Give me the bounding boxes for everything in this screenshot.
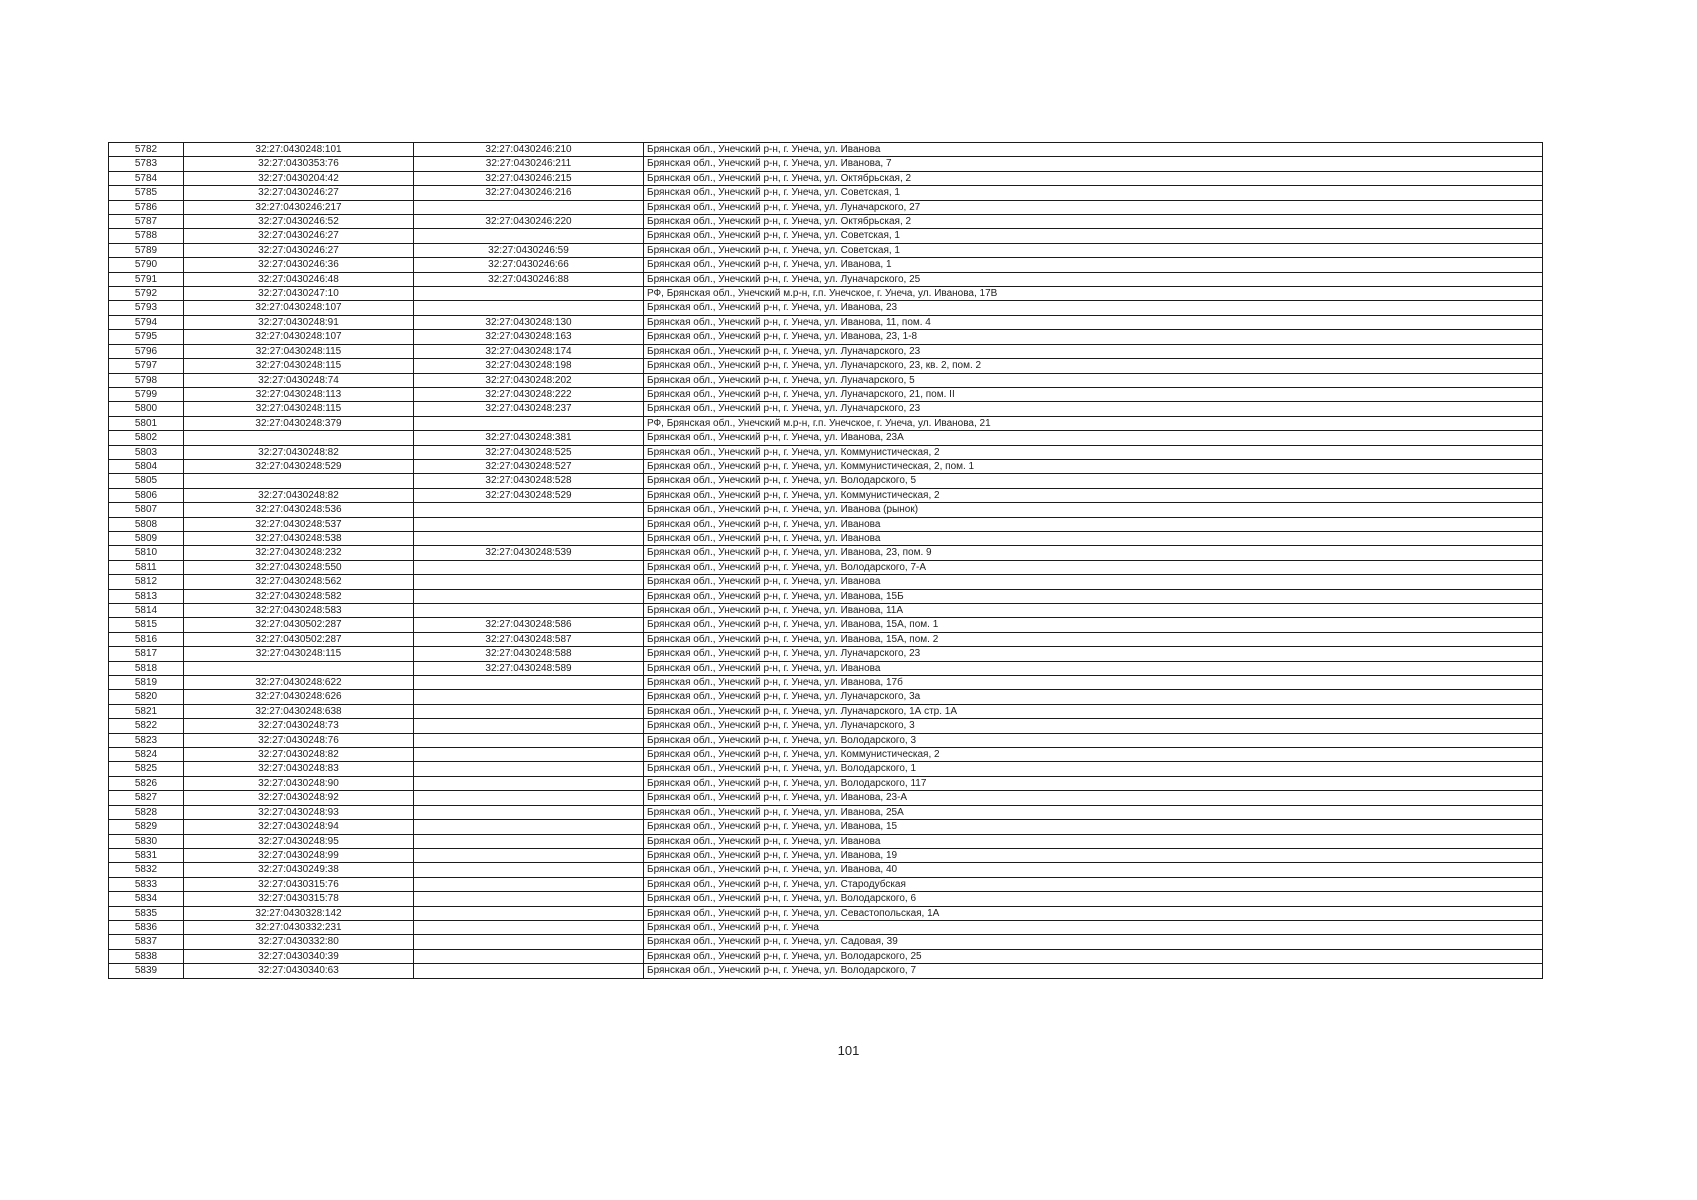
cadastral-number-cell: 32:27:0430315:78 <box>184 892 414 906</box>
row-number-cell: 5835 <box>109 906 184 920</box>
table-row <box>109 258 1543 272</box>
table-row <box>109 820 1543 834</box>
row-number-cell: 5836 <box>109 920 184 934</box>
row-number-cell: 5809 <box>109 531 184 545</box>
cadastral-number-cell: 32:27:0430248:99 <box>184 848 414 862</box>
row-number-cell: 5817 <box>109 647 184 661</box>
table-row <box>109 632 1543 646</box>
row-number-cell: 5793 <box>109 301 184 315</box>
row-number-cell: 5823 <box>109 733 184 747</box>
row-number-cell: 5803 <box>109 445 184 459</box>
row-number-cell: 5802 <box>109 431 184 445</box>
address-cell: Брянская обл., Унечский р-н, г. Унеча, ул. Иванова <box>644 834 1543 848</box>
related-cadastral-number-cell: 32:27:0430246:66 <box>414 258 644 272</box>
row-number-cell: 5804 <box>109 459 184 473</box>
address-cell: РФ, Брянская обл., Унечский м.р-н, г.п. Унечское, г. Унеча, ул. Иванова, 21 <box>644 416 1543 430</box>
table-row <box>109 402 1543 416</box>
address-cell: Брянская обл., Унечский р-н, г. Унеча, ул. Луначарского, 3а <box>644 690 1543 704</box>
table-row <box>109 546 1543 560</box>
cadastral-number-cell: 32:27:0430248:91 <box>184 315 414 329</box>
row-number-cell: 5813 <box>109 589 184 603</box>
related-cadastral-number-cell: 32:27:0430246:220 <box>414 215 644 229</box>
cadastral-number-cell: 32:27:0430248:83 <box>184 762 414 776</box>
address-cell: Брянская обл., Унечский р-н, г. Унеча, ул. Иванова, 23-А <box>644 791 1543 805</box>
row-number-cell: 5824 <box>109 748 184 762</box>
related-cadastral-number-cell: 32:27:0430248:130 <box>414 315 644 329</box>
cadastral-number-cell: 32:27:0430248:626 <box>184 690 414 704</box>
row-number-cell: 5784 <box>109 171 184 185</box>
related-cadastral-number-cell <box>414 877 644 891</box>
related-cadastral-number-cell: 32:27:0430248:202 <box>414 373 644 387</box>
row-number-cell: 5815 <box>109 618 184 632</box>
cadastral-number-cell: 32:27:0430248:550 <box>184 560 414 574</box>
row-number-cell: 5821 <box>109 704 184 718</box>
table-row <box>109 560 1543 574</box>
address-cell: Брянская обл., Унечский р-н, г. Унеча, ул. Октябрьская, 2 <box>644 215 1543 229</box>
address-cell: Брянская обл., Унечский р-н, г. Унеча, ул. Советская, 1 <box>644 186 1543 200</box>
address-cell: Брянская обл., Унечский р-н, г. Унеча, ул. Иванова (рынок) <box>644 503 1543 517</box>
table-row <box>109 719 1543 733</box>
cadastral-number-cell: 32:27:0430340:39 <box>184 949 414 963</box>
address-cell: Брянская обл., Унечский р-н, г. Унеча, ул. Иванова, 19 <box>644 848 1543 862</box>
address-cell: Брянская обл., Унечский р-н, г. Унеча, ул. Иванова, 23, пом. 9 <box>644 546 1543 560</box>
row-number-cell: 5791 <box>109 272 184 286</box>
table-row <box>109 964 1543 978</box>
address-cell: Брянская обл., Унечский р-н, г. Унеча, ул. Володарского, 117 <box>644 776 1543 790</box>
row-number-cell: 5832 <box>109 863 184 877</box>
table-row <box>109 272 1543 286</box>
row-number-cell: 5838 <box>109 949 184 963</box>
cadastral-number-cell: 32:27:0430248:638 <box>184 704 414 718</box>
cadastral-number-cell: 32:27:0430247:10 <box>184 287 414 301</box>
table-row <box>109 704 1543 718</box>
cadastral-number-cell: 32:27:0430315:76 <box>184 877 414 891</box>
address-cell: Брянская обл., Унечский р-н, г. Унеча, ул. Коммунистическая, 2 <box>644 488 1543 502</box>
address-cell: Брянская обл., Унечский р-н, г. Унеча, ул. Луначарского, 3 <box>644 719 1543 733</box>
related-cadastral-number-cell: 32:27:0430248:222 <box>414 387 644 401</box>
related-cadastral-number-cell <box>414 964 644 978</box>
related-cadastral-number-cell <box>414 748 644 762</box>
address-cell: Брянская обл., Унечский р-н, г. Унеча, ул. Иванова <box>644 517 1543 531</box>
address-cell: Брянская обл., Унечский р-н, г. Унеча, ул. Октябрьская, 2 <box>644 171 1543 185</box>
address-cell: Брянская обл., Унечский р-н, г. Унеча, ул. Луначарского, 23 <box>644 402 1543 416</box>
related-cadastral-number-cell <box>414 200 644 214</box>
row-number-cell: 5837 <box>109 935 184 949</box>
table-row <box>109 474 1543 488</box>
cadastral-number-cell: 32:27:0430249:38 <box>184 863 414 877</box>
address-cell: Брянская обл., Унечский р-н, г. Унеча <box>644 920 1543 934</box>
related-cadastral-number-cell <box>414 676 644 690</box>
address-cell: Брянская обл., Унечский р-н, г. Унеча, ул. Стародубская <box>644 877 1543 891</box>
cadastral-number-cell: 32:27:0430248:107 <box>184 330 414 344</box>
row-number-cell: 5834 <box>109 892 184 906</box>
row-number-cell: 5818 <box>109 661 184 675</box>
related-cadastral-number-cell: 32:27:0430246:216 <box>414 186 644 200</box>
cadastral-number-cell: 32:27:0430248:82 <box>184 748 414 762</box>
table-row <box>109 834 1543 848</box>
address-cell: Брянская обл., Унечский р-н, г. Унеча, ул. Луначарского, 1А стр. 1А <box>644 704 1543 718</box>
address-cell: Брянская обл., Унечский р-н, г. Унеча, ул. Садовая, 39 <box>644 935 1543 949</box>
table-row <box>109 287 1543 301</box>
row-number-cell: 5825 <box>109 762 184 776</box>
table-row <box>109 243 1543 257</box>
related-cadastral-number-cell <box>414 503 644 517</box>
related-cadastral-number-cell <box>414 863 644 877</box>
cadastral-number-cell: 32:27:0430248:536 <box>184 503 414 517</box>
row-number-cell: 5826 <box>109 776 184 790</box>
related-cadastral-number-cell <box>414 229 644 243</box>
related-cadastral-number-cell: 32:27:0430248:527 <box>414 459 644 473</box>
table-row <box>109 157 1543 171</box>
row-number-cell: 5807 <box>109 503 184 517</box>
cadastral-number-cell: 32:27:0430246:52 <box>184 215 414 229</box>
cadastral-number-cell: 32:27:0430332:231 <box>184 920 414 934</box>
table-row <box>109 301 1543 315</box>
address-cell: РФ, Брянская обл., Унечский м.р-н, г.п. Унечское, г. Унеча, ул. Иванова, 17В <box>644 287 1543 301</box>
related-cadastral-number-cell <box>414 920 644 934</box>
row-number-cell: 5790 <box>109 258 184 272</box>
related-cadastral-number-cell: 32:27:0430248:586 <box>414 618 644 632</box>
related-cadastral-number-cell <box>414 589 644 603</box>
address-cell: Брянская обл., Унечский р-н, г. Унеча, ул. Иванова <box>644 143 1543 157</box>
cadastral-number-cell: 32:27:0430246:27 <box>184 243 414 257</box>
related-cadastral-number-cell <box>414 892 644 906</box>
row-number-cell: 5822 <box>109 719 184 733</box>
cadastral-number-cell: 32:27:0430246:36 <box>184 258 414 272</box>
table-row <box>109 920 1543 934</box>
address-cell: Брянская обл., Унечский р-н, г. Унеча, ул. Володарского, 5 <box>644 474 1543 488</box>
address-cell: Брянская обл., Унечский р-н, г. Унеча, ул. Иванова, 11, пом. 4 <box>644 315 1543 329</box>
related-cadastral-number-cell: 32:27:0430248:588 <box>414 647 644 661</box>
address-cell: Брянская обл., Унечский р-н, г. Унеча, ул. Иванова, 15Б <box>644 589 1543 603</box>
related-cadastral-number-cell: 32:27:0430248:589 <box>414 661 644 675</box>
table-row <box>109 690 1543 704</box>
related-cadastral-number-cell: 32:27:0430248:525 <box>414 445 644 459</box>
address-cell: Брянская обл., Унечский р-н, г. Унеча, ул. Иванова, 23 <box>644 301 1543 315</box>
address-cell: Брянская обл., Унечский р-н, г. Унеча, ул. Иванова, 25А <box>644 805 1543 819</box>
table-row <box>109 488 1543 502</box>
address-cell: Брянская обл., Унечский р-н, г. Унеча, ул. Луначарского, 23 <box>644 647 1543 661</box>
cadastral-number-cell: 32:27:0430248:92 <box>184 791 414 805</box>
table-row <box>109 892 1543 906</box>
row-number-cell: 5787 <box>109 215 184 229</box>
cadastral-number-cell: 32:27:0430246:48 <box>184 272 414 286</box>
address-cell: Брянская обл., Унечский р-н, г. Унеча, ул. Коммунистическая, 2 <box>644 445 1543 459</box>
address-cell: Брянская обл., Унечский р-н, г. Унеча, ул. Володарского, 3 <box>644 733 1543 747</box>
table-row <box>109 431 1543 445</box>
cadastral-number-cell: 32:27:0430246:27 <box>184 186 414 200</box>
address-cell: Брянская обл., Унечский р-н, г. Унеча, ул. Коммунистическая, 2, пом. 1 <box>644 459 1543 473</box>
address-cell: Брянская обл., Унечский р-н, г. Унеча, ул. Иванова, 15 <box>644 820 1543 834</box>
table-row <box>109 459 1543 473</box>
table-row <box>109 661 1543 675</box>
row-number-cell: 5827 <box>109 791 184 805</box>
related-cadastral-number-cell <box>414 906 644 920</box>
cadastral-number-cell: 32:27:0430248:94 <box>184 820 414 834</box>
related-cadastral-number-cell <box>414 791 644 805</box>
row-number-cell: 5785 <box>109 186 184 200</box>
related-cadastral-number-cell <box>414 848 644 862</box>
related-cadastral-number-cell <box>414 733 644 747</box>
address-cell: Брянская обл., Унечский р-н, г. Унеча, ул. Луначарского, 5 <box>644 373 1543 387</box>
registry-table <box>108 142 1543 979</box>
row-number-cell: 5801 <box>109 416 184 430</box>
related-cadastral-number-cell <box>414 935 644 949</box>
row-number-cell: 5831 <box>109 848 184 862</box>
table-row <box>109 359 1543 373</box>
table-row <box>109 416 1543 430</box>
cadastral-number-cell: 32:27:0430204:42 <box>184 171 414 185</box>
row-number-cell: 5811 <box>109 560 184 574</box>
related-cadastral-number-cell <box>414 575 644 589</box>
cadastral-number-cell: 32:27:0430328:142 <box>184 906 414 920</box>
row-number-cell: 5794 <box>109 315 184 329</box>
row-number-cell: 5789 <box>109 243 184 257</box>
cadastral-number-cell: 32:27:0430248:379 <box>184 416 414 430</box>
related-cadastral-number-cell <box>414 820 644 834</box>
row-number-cell: 5814 <box>109 604 184 618</box>
cadastral-number-cell: 32:27:0430248:115 <box>184 402 414 416</box>
cadastral-number-cell: 32:27:0430248:95 <box>184 834 414 848</box>
related-cadastral-number-cell: 32:27:0430246:88 <box>414 272 644 286</box>
related-cadastral-number-cell <box>414 834 644 848</box>
related-cadastral-number-cell <box>414 805 644 819</box>
related-cadastral-number-cell: 32:27:0430246:215 <box>414 171 644 185</box>
table-row <box>109 906 1543 920</box>
table-row <box>109 503 1543 517</box>
table-row <box>109 200 1543 214</box>
table-row <box>109 373 1543 387</box>
address-cell: Брянская обл., Унечский р-н, г. Унеча, ул. Володарского, 6 <box>644 892 1543 906</box>
address-cell: Брянская обл., Унечский р-н, г. Унеча, ул. Иванова <box>644 575 1543 589</box>
related-cadastral-number-cell <box>414 301 644 315</box>
registry-table-body <box>109 143 1543 979</box>
table-row <box>109 877 1543 891</box>
address-cell: Брянская обл., Унечский р-н, г. Унеча, ул. Володарского, 7 <box>644 964 1543 978</box>
table-row <box>109 143 1543 157</box>
cadastral-number-cell <box>184 431 414 445</box>
address-cell: Брянская обл., Унечский р-н, г. Унеча, ул. Володарского, 25 <box>644 949 1543 963</box>
cadastral-number-cell: 32:27:0430246:27 <box>184 229 414 243</box>
table-row <box>109 748 1543 762</box>
cadastral-number-cell: 32:27:0430502:287 <box>184 618 414 632</box>
row-number-cell: 5805 <box>109 474 184 488</box>
row-number-cell: 5820 <box>109 690 184 704</box>
cadastral-number-cell: 32:27:0430248:73 <box>184 719 414 733</box>
address-cell: Брянская обл., Унечский р-н, г. Унеча, ул. Володарского, 7-А <box>644 560 1543 574</box>
cadastral-number-cell: 32:27:0430248:529 <box>184 459 414 473</box>
row-number-cell: 5796 <box>109 344 184 358</box>
row-number-cell: 5782 <box>109 143 184 157</box>
address-cell: Брянская обл., Унечский р-н, г. Унеча, ул. Иванова, 11А <box>644 604 1543 618</box>
related-cadastral-number-cell: 32:27:0430248:587 <box>414 632 644 646</box>
cadastral-number-cell: 32:27:0430340:63 <box>184 964 414 978</box>
related-cadastral-number-cell: 32:27:0430248:198 <box>414 359 644 373</box>
table-row <box>109 733 1543 747</box>
address-cell: Брянская обл., Унечский р-н, г. Унеча, ул. Иванова, 15А, пом. 1 <box>644 618 1543 632</box>
table-row <box>109 618 1543 632</box>
address-cell: Брянская обл., Унечский р-н, г. Унеча, ул. Иванова, 7 <box>644 157 1543 171</box>
row-number-cell: 5799 <box>109 387 184 401</box>
table-row <box>109 215 1543 229</box>
row-number-cell: 5792 <box>109 287 184 301</box>
row-number-cell: 5828 <box>109 805 184 819</box>
row-number-cell: 5839 <box>109 964 184 978</box>
address-cell: Брянская обл., Унечский р-н, г. Унеча, ул. Луначарского, 27 <box>644 200 1543 214</box>
related-cadastral-number-cell: 32:27:0430248:174 <box>414 344 644 358</box>
cadastral-number-cell: 32:27:0430248:115 <box>184 344 414 358</box>
related-cadastral-number-cell: 32:27:0430248:381 <box>414 431 644 445</box>
page-number: 101 <box>837 1043 860 1058</box>
cadastral-number-cell: 32:27:0430248:537 <box>184 517 414 531</box>
table-row <box>109 575 1543 589</box>
table-row <box>109 647 1543 661</box>
address-cell: Брянская обл., Унечский р-н, г. Унеча, ул. Иванова, 40 <box>644 863 1543 877</box>
address-cell: Брянская обл., Унечский р-н, г. Унеча, ул. Коммунистическая, 2 <box>644 748 1543 762</box>
address-cell: Брянская обл., Унечский р-н, г. Унеча, ул. Иванова <box>644 661 1543 675</box>
table-row <box>109 791 1543 805</box>
cadastral-number-cell: 32:27:0430248:101 <box>184 143 414 157</box>
table-row <box>109 330 1543 344</box>
table-row <box>109 762 1543 776</box>
address-cell: Брянская обл., Унечский р-н, г. Унеча, ул. Володарского, 1 <box>644 762 1543 776</box>
table-row <box>109 676 1543 690</box>
cadastral-number-cell: 32:27:0430248:538 <box>184 531 414 545</box>
row-number-cell: 5798 <box>109 373 184 387</box>
cadastral-number-cell: 32:27:0430502:287 <box>184 632 414 646</box>
table-row <box>109 344 1543 358</box>
related-cadastral-number-cell: 32:27:0430248:529 <box>414 488 644 502</box>
table-row <box>109 315 1543 329</box>
related-cadastral-number-cell <box>414 719 644 733</box>
cadastral-number-cell: 32:27:0430248:107 <box>184 301 414 315</box>
related-cadastral-number-cell <box>414 287 644 301</box>
related-cadastral-number-cell: 32:27:0430246:59 <box>414 243 644 257</box>
row-number-cell: 5800 <box>109 402 184 416</box>
address-cell: Брянская обл., Унечский р-н, г. Унеча, ул. Советская, 1 <box>644 243 1543 257</box>
cadastral-number-cell: 32:27:0430248:562 <box>184 575 414 589</box>
cadastral-number-cell <box>184 474 414 488</box>
table-row <box>109 517 1543 531</box>
row-number-cell: 5829 <box>109 820 184 834</box>
address-cell: Брянская обл., Унечский р-н, г. Унеча, ул. Советская, 1 <box>644 229 1543 243</box>
cadastral-number-cell: 32:27:0430248:93 <box>184 805 414 819</box>
table-row <box>109 445 1543 459</box>
cadastral-number-cell: 32:27:0430248:82 <box>184 488 414 502</box>
cadastral-number-cell: 32:27:0430246:217 <box>184 200 414 214</box>
table-row <box>109 805 1543 819</box>
address-cell: Брянская обл., Унечский р-н, г. Унеча, ул. Луначарского, 21, пом. II <box>644 387 1543 401</box>
table-row <box>109 387 1543 401</box>
related-cadastral-number-cell: 32:27:0430248:163 <box>414 330 644 344</box>
row-number-cell: 5816 <box>109 632 184 646</box>
address-cell: Брянская обл., Унечский р-н, г. Унеча, ул. Севастопольская, 1А <box>644 906 1543 920</box>
row-number-cell: 5806 <box>109 488 184 502</box>
address-cell: Брянская обл., Унечский р-н, г. Унеча, ул. Иванова, 15А, пом. 2 <box>644 632 1543 646</box>
cadastral-number-cell: 32:27:0430248:74 <box>184 373 414 387</box>
related-cadastral-number-cell <box>414 690 644 704</box>
row-number-cell: 5795 <box>109 330 184 344</box>
cadastral-number-cell: 32:27:0430248:113 <box>184 387 414 401</box>
related-cadastral-number-cell <box>414 531 644 545</box>
cadastral-number-cell: 32:27:0430248:582 <box>184 589 414 603</box>
address-cell: Брянская обл., Унечский р-н, г. Унеча, ул. Луначарского, 23, кв. 2, пом. 2 <box>644 359 1543 373</box>
table-row <box>109 863 1543 877</box>
related-cadastral-number-cell <box>414 517 644 531</box>
row-number-cell: 5812 <box>109 575 184 589</box>
cadastral-number-cell: 32:27:0430248:115 <box>184 647 414 661</box>
address-cell: Брянская обл., Унечский р-н, г. Унеча, ул. Иванова, 1 <box>644 258 1543 272</box>
table-row <box>109 935 1543 949</box>
related-cadastral-number-cell <box>414 704 644 718</box>
cadastral-number-cell: 32:27:0430248:82 <box>184 445 414 459</box>
row-number-cell: 5833 <box>109 877 184 891</box>
address-cell: Брянская обл., Унечский р-н, г. Унеча, ул. Луначарского, 25 <box>644 272 1543 286</box>
row-number-cell: 5810 <box>109 546 184 560</box>
table-row <box>109 848 1543 862</box>
table-row <box>109 531 1543 545</box>
related-cadastral-number-cell <box>414 949 644 963</box>
table-row <box>109 949 1543 963</box>
address-cell: Брянская обл., Унечский р-н, г. Унеча, ул. Иванова, 17б <box>644 676 1543 690</box>
address-cell: Брянская обл., Унечский р-н, г. Унеча, ул. Иванова <box>644 531 1543 545</box>
related-cadastral-number-cell <box>414 776 644 790</box>
related-cadastral-number-cell: 32:27:0430248:237 <box>414 402 644 416</box>
cadastral-number-cell: 32:27:0430248:622 <box>184 676 414 690</box>
related-cadastral-number-cell <box>414 416 644 430</box>
row-number-cell: 5797 <box>109 359 184 373</box>
table-row <box>109 776 1543 790</box>
related-cadastral-number-cell: 32:27:0430248:539 <box>414 546 644 560</box>
related-cadastral-number-cell: 32:27:0430246:210 <box>414 143 644 157</box>
address-cell: Брянская обл., Унечский р-н, г. Унеча, ул. Иванова, 23А <box>644 431 1543 445</box>
table-row <box>109 604 1543 618</box>
row-number-cell: 5830 <box>109 834 184 848</box>
cadastral-number-cell: 32:27:0430248:90 <box>184 776 414 790</box>
row-number-cell: 5786 <box>109 200 184 214</box>
address-cell: Брянская обл., Унечский р-н, г. Унеча, ул. Луначарского, 23 <box>644 344 1543 358</box>
cadastral-number-cell: 32:27:0430248:115 <box>184 359 414 373</box>
table-row <box>109 186 1543 200</box>
row-number-cell: 5783 <box>109 157 184 171</box>
cadastral-number-cell: 32:27:0430353:76 <box>184 157 414 171</box>
row-number-cell: 5788 <box>109 229 184 243</box>
row-number-cell: 5819 <box>109 676 184 690</box>
related-cadastral-number-cell: 32:27:0430248:528 <box>414 474 644 488</box>
table-row <box>109 171 1543 185</box>
row-number-cell: 5808 <box>109 517 184 531</box>
cadastral-number-cell <box>184 661 414 675</box>
address-cell: Брянская обл., Унечский р-н, г. Унеча, ул. Иванова, 23, 1-8 <box>644 330 1543 344</box>
cadastral-number-cell: 32:27:0430332:80 <box>184 935 414 949</box>
table-row <box>109 229 1543 243</box>
cadastral-number-cell: 32:27:0430248:76 <box>184 733 414 747</box>
related-cadastral-number-cell <box>414 560 644 574</box>
table-row <box>109 589 1543 603</box>
related-cadastral-number-cell <box>414 762 644 776</box>
related-cadastral-number-cell <box>414 604 644 618</box>
cadastral-number-cell: 32:27:0430248:583 <box>184 604 414 618</box>
cadastral-number-cell: 32:27:0430248:232 <box>184 546 414 560</box>
related-cadastral-number-cell: 32:27:0430246:211 <box>414 157 644 171</box>
